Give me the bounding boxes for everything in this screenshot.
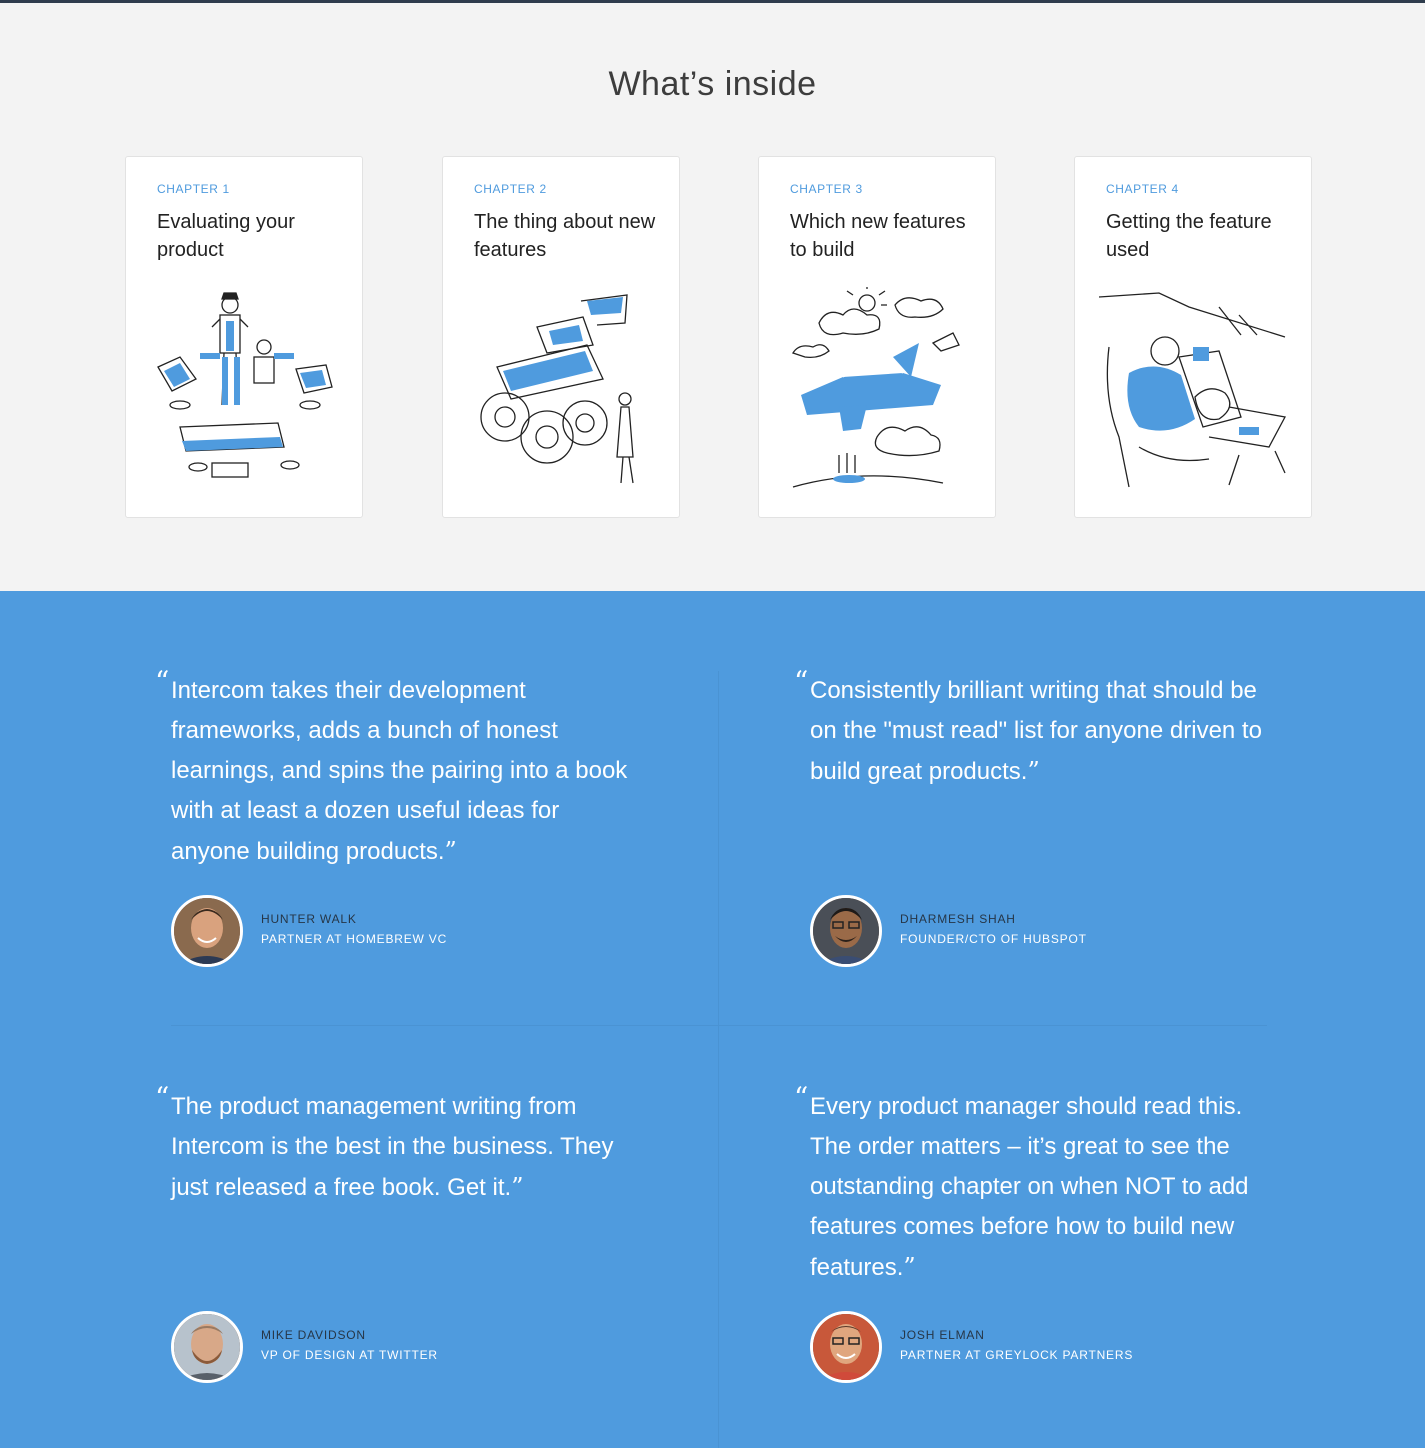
open-quote-mark: “ [794,665,809,698]
open-quote-mark: “ [155,665,170,698]
chapter-label: CHAPTER 3 [790,182,863,196]
author-role: PARTNER AT HOMEBREW VC [261,932,448,946]
testimonials-section [0,591,1425,1448]
horizontal-divider [171,1025,1267,1026]
testimonial-author-2 [810,895,1210,965]
chapter-title: Evaluating your product [157,211,295,261]
vertical-divider [718,671,719,1448]
open-quote-mark: “ [794,1081,809,1114]
author-role: FOUNDER/CTO OF HUBSPOT [900,932,1087,946]
quote-text: Consistently brilliant writing that should be on the "must read" list for anyone driven to build great products.” [810,677,1262,785]
monster-truck-illustration-icon [467,287,657,497]
author-role: PARTNER AT GREYLOCK PARTNERS [900,1348,1134,1362]
robot-illustration-icon [150,287,340,497]
author-name: JOSH ELMAN [900,1328,985,1342]
chapter-label: CHAPTER 1 [157,182,230,196]
testimonial-quote-3 [155,1081,641,1208]
author-role: VP OF DESIGN AT TWITTER [261,1348,438,1362]
chapter-title: Getting the feature used [1106,211,1272,261]
avatar [171,1311,243,1383]
author-name: DHARMESH SHAH [900,912,1016,926]
whats-inside-section [0,3,1425,591]
testimonial-quote-4 [794,1081,1280,1288]
testimonial-quote-1 [155,665,641,872]
chapter-label: CHAPTER 2 [474,182,547,196]
open-quote-mark: “ [155,1081,170,1114]
section-title: What’s inside [608,65,817,103]
chapter-title: Which new features to build [790,211,966,261]
chapter-title: The thing about new features [474,211,656,261]
quote-text: Intercom takes their development frameworks, adds a bunch of honest learnings, and spins the pairing into a book with at least a dozen useful ideas for anyone building products.” [171,677,628,865]
chapter-card-2[interactable] [442,156,680,518]
author-name: HUNTER WALK [261,912,357,926]
avatar [810,1311,882,1383]
testimonial-author-3 [171,1311,571,1381]
testimonial-quote-2 [794,665,1280,792]
testimonial-author-1 [171,895,571,965]
quote-text: Every product manager should read this. The order matters – it’s great to see the outstanding chapter on when NOT to add features comes before how to build new features.” [810,1093,1249,1281]
chapter-label: CHAPTER 4 [1106,182,1179,196]
flying-car-illustration-icon [783,287,973,497]
reader-at-desk-illustration-icon [1099,287,1289,497]
avatar [810,895,882,967]
avatar [171,895,243,967]
chapter-card-3[interactable] [758,156,996,518]
quote-text: The product management writing from Intercom is the best in the business. They just released a free book. Get it.” [171,1093,614,1201]
chapter-card-4[interactable] [1074,156,1312,518]
testimonial-author-4 [810,1311,1210,1381]
author-name: MIKE DAVIDSON [261,1328,366,1342]
chapter-card-1[interactable] [125,156,363,518]
